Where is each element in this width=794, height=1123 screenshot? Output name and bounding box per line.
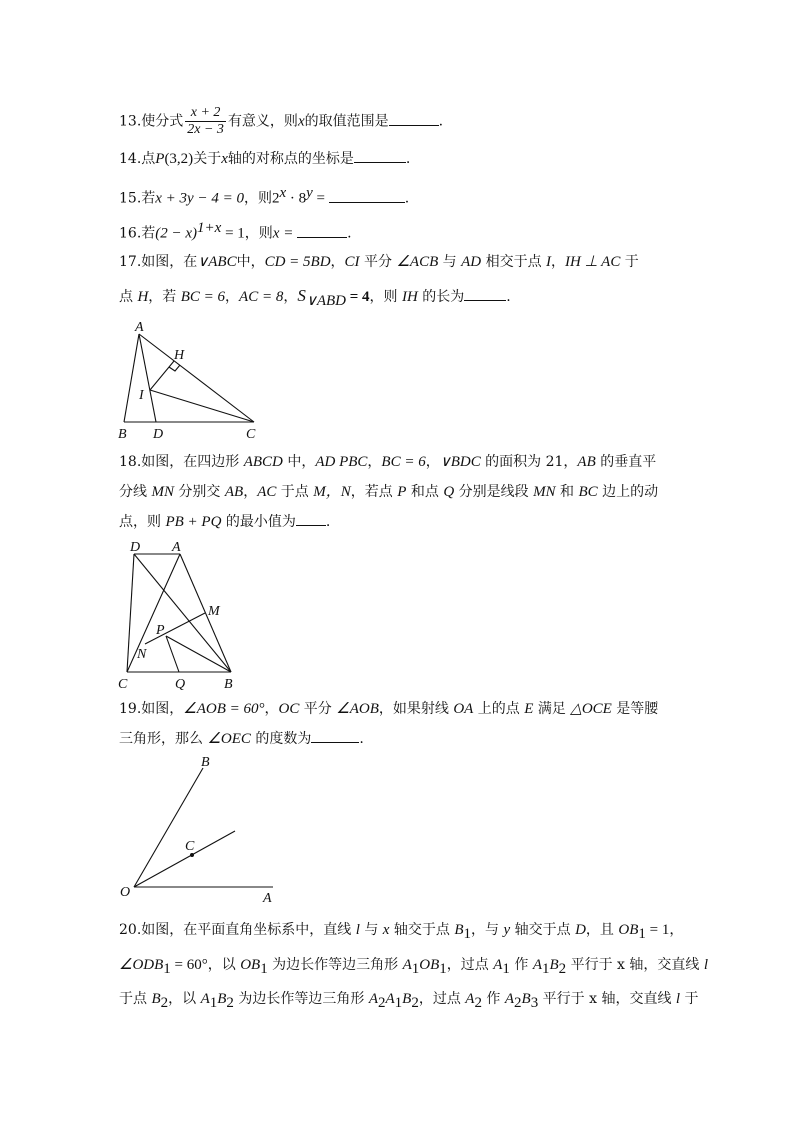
q20-text: 于	[680, 991, 699, 1007]
q20-a: A	[368, 991, 378, 1007]
q19-text: ，	[264, 701, 279, 717]
question-17-line-1	[119, 253, 639, 271]
q19-aob: ∠AOB	[336, 701, 379, 717]
q18-bc: BC	[578, 484, 598, 500]
q20-b: B	[217, 991, 227, 1007]
question-14	[119, 150, 410, 168]
q20-text: 轴交于点	[510, 922, 576, 938]
question-20-line-2	[119, 956, 708, 978]
q19-end: .	[359, 731, 364, 747]
q17-label-h: H	[174, 348, 185, 363]
q20-sub: 2	[411, 994, 419, 1011]
q20-line-l: l	[355, 922, 360, 938]
q14-var: x	[221, 151, 228, 167]
q20-text: ，过点	[446, 957, 494, 973]
q20-sub: 1	[638, 925, 646, 942]
q20-text: 于点	[119, 991, 152, 1007]
q17-text: ，若	[148, 289, 181, 305]
q15-sup-x: x	[279, 185, 287, 201]
q20-sub: 2	[226, 994, 234, 1011]
q16-var: x =	[272, 225, 298, 242]
q20-text: ，	[669, 922, 684, 938]
q20-text: 20.如图，在平面直角坐标系中，直线	[119, 922, 356, 938]
q17-text: ，	[330, 254, 345, 270]
q13-var: x	[297, 113, 305, 130]
q20-a: A	[200, 991, 210, 1007]
q19-text: ，如果射线	[378, 701, 454, 717]
q17-ih-var: IH	[402, 289, 418, 305]
q17-label-i: I	[139, 388, 144, 403]
q18-label-p: P	[156, 623, 165, 638]
q20-a: A	[402, 957, 412, 973]
q17-text: 17.如图，在	[119, 254, 198, 270]
q18-p: P	[397, 484, 407, 500]
q18-text: 和	[555, 484, 579, 500]
q18-label-n: N	[137, 647, 147, 662]
q18-label-q: Q	[175, 677, 186, 692]
q20-a: A	[493, 957, 503, 973]
q20-eq: = 1	[645, 922, 670, 938]
q14-prefix: 14.点	[119, 151, 156, 167]
question-17-line-2	[119, 287, 511, 310]
q18-bdc: ∨BDC	[439, 454, 481, 470]
q17-text: ，	[225, 289, 240, 305]
answer-blank[interactable]	[389, 113, 439, 126]
q19-text: 三角形，那么	[119, 731, 208, 747]
q15-prefix: 15.若	[119, 190, 156, 207]
q18-seg-dc	[127, 554, 134, 672]
q20-sub: 1	[463, 925, 472, 942]
q19-label-c: C	[185, 839, 195, 854]
q18-label-d: D	[130, 540, 141, 555]
q20-sub: 1	[439, 960, 447, 977]
q14-end: .	[405, 151, 411, 167]
q19-aob: ∠AOB = 60°	[183, 701, 265, 717]
q20-sub: 2	[474, 994, 482, 1011]
q19-text: 上的点	[473, 701, 525, 717]
q19-figure	[112, 752, 288, 910]
q20-x: x	[382, 922, 390, 938]
q19-ray-ob	[134, 768, 203, 887]
q13-numerator: x + 2	[185, 105, 226, 122]
q20-sub: 1	[163, 960, 171, 977]
q13-prefix: 13.使分式	[119, 113, 184, 130]
q19-text: 平分	[299, 701, 337, 717]
q19-text: 19.如图，	[119, 701, 184, 717]
q17-end: .	[506, 289, 511, 305]
q19-oec: ∠OEC	[207, 731, 251, 747]
q19-oa: OA	[453, 701, 474, 717]
q18-text: 分别是线段	[454, 484, 534, 500]
q16-mid: ，则	[244, 225, 273, 242]
q18-text: 的面积为 21，	[480, 454, 578, 470]
q20-b: B	[521, 991, 531, 1007]
question-16	[119, 219, 352, 243]
q16-eq: = 1	[221, 225, 245, 242]
q18-seg-ab	[180, 554, 231, 672]
question-20-line-3	[119, 990, 699, 1012]
q17-ci: CI	[344, 254, 360, 270]
q19-label-b: B	[201, 755, 210, 770]
q20-sub: 1	[541, 960, 550, 977]
question-20-line-1	[119, 921, 683, 943]
q16-sup: 1+x	[197, 220, 222, 236]
q20-text: ，以	[168, 991, 201, 1007]
q18-text: 的垂直平	[595, 454, 657, 470]
q20-sub: 1	[394, 994, 403, 1011]
q19-label-o: O	[120, 885, 131, 900]
q20-a: A	[385, 991, 395, 1007]
q20-text: ，且	[585, 922, 619, 938]
q20-ob: OB	[240, 957, 261, 973]
q15-equals: =	[312, 190, 329, 207]
q20-text: 为边长作等边三角形	[233, 991, 369, 1007]
q18-text: 点，则	[119, 514, 166, 530]
answer-blank[interactable]	[354, 150, 406, 163]
q15-mid: ，则	[243, 190, 272, 207]
q17-ac: AC = 8	[239, 289, 284, 305]
q19-oc: OC	[278, 701, 300, 717]
q20-sub: 2	[160, 994, 169, 1011]
q20-eq: = 60°	[170, 957, 208, 973]
q18-text: ，	[367, 454, 382, 470]
q17-label-c: C	[246, 427, 256, 442]
answer-blank[interactable]	[297, 225, 347, 238]
q16-end: .	[347, 225, 352, 242]
q18-text: 分线	[119, 484, 152, 500]
q20-text: 为边长作等边三角形	[267, 957, 403, 973]
q19-text: 是等腰	[611, 701, 659, 717]
answer-blank[interactable]	[296, 513, 326, 526]
question-18-line-1	[119, 453, 656, 471]
q20-b: B	[549, 957, 559, 973]
q14-coords: (3,2)	[164, 151, 194, 167]
q20-d: D	[575, 922, 586, 938]
q18-abcd: ABCD	[243, 454, 283, 470]
q20-a: A	[504, 991, 515, 1007]
q18-text: 18.如图，在四边形	[119, 454, 244, 470]
q18-seg-pq	[166, 636, 179, 672]
q17-text: ，	[551, 254, 566, 270]
q20-angle: ∠ODB	[119, 957, 164, 973]
q17-text: ，	[283, 289, 298, 305]
q17-area-eq: = 4	[345, 289, 370, 305]
q19-label-a: A	[263, 891, 272, 906]
q17-area-s: S	[297, 286, 306, 305]
q17-bc: BC = 6	[180, 289, 226, 305]
q18-q: Q	[443, 484, 455, 500]
q20-b: B	[454, 922, 464, 938]
q17-text: 与	[438, 254, 462, 270]
q18-ab: AB	[577, 454, 596, 470]
q17-figure	[115, 318, 275, 443]
q19-oce: △OCE	[570, 701, 612, 717]
q17-text: 相交于点	[481, 254, 547, 270]
q18-text: 和点	[406, 484, 444, 500]
q14-mid: 关于	[193, 151, 222, 167]
q18-label-a: A	[172, 540, 181, 555]
q20-sub: 2	[514, 994, 522, 1011]
question-19-line-2	[119, 730, 364, 748]
q20-text: ，过点	[418, 991, 466, 1007]
q17-text: 点	[119, 289, 138, 305]
answer-blank[interactable]	[464, 288, 506, 301]
q19-text: 的度数为	[250, 731, 312, 747]
q20-text: 作	[481, 991, 505, 1007]
q18-seg-mn	[145, 613, 205, 644]
q20-sub: 1	[260, 960, 268, 977]
q19-e: E	[524, 701, 534, 717]
q20-y: y	[503, 922, 511, 938]
q17-label-a: A	[135, 320, 144, 335]
q14-point: P	[155, 151, 165, 167]
q20-a: A	[465, 991, 475, 1007]
q18-text: 分别交	[173, 484, 225, 500]
question-18-line-3	[119, 513, 330, 531]
q18-ab: AB	[224, 484, 244, 500]
q13-end: .	[438, 113, 444, 130]
q17-text: 的长为	[417, 289, 465, 305]
q17-seg-ih	[150, 361, 174, 390]
q17-point-i: I	[546, 254, 552, 270]
q18-seg-pb	[166, 636, 231, 672]
q15-sup-y: y	[306, 185, 313, 201]
q17-cd: CD = 5BD	[264, 254, 331, 270]
q18-text: 于点	[276, 484, 314, 500]
q18-text: 的最小值为	[221, 514, 296, 530]
q17-seg-ab	[124, 334, 139, 422]
q18-end: .	[325, 514, 331, 530]
q17-angle: ∠ACB	[396, 254, 439, 270]
q20-b: B	[402, 991, 412, 1007]
q16-prefix: 16.若	[119, 225, 156, 242]
q13-denominator: 2x − 3	[187, 122, 224, 137]
q18-mn: MN	[151, 484, 174, 500]
q14-post: 轴的对称点的坐标是	[227, 151, 354, 167]
q18-figure	[112, 536, 252, 692]
q17-text: 于	[620, 254, 639, 270]
q18-text: ，	[243, 484, 258, 500]
q20-sub: 2	[378, 994, 386, 1011]
q20-sub: 2	[558, 960, 567, 977]
q13-text: 有意义，则	[227, 113, 298, 130]
q20-ob: OB	[618, 922, 639, 938]
q20-sub: 1	[209, 994, 218, 1011]
q17-text: 平分	[359, 254, 397, 270]
answer-blank[interactable]	[311, 730, 359, 743]
q20-ob: OB	[419, 957, 440, 973]
q17-area-sub: ∨ABD	[305, 292, 346, 309]
q17-label-d: D	[153, 427, 164, 442]
q17-text: 中，	[236, 254, 265, 270]
q20-sub: 1	[502, 960, 510, 977]
q17-point-h: H	[137, 289, 149, 305]
q20-text: ，与	[471, 922, 504, 938]
q20-sub: 3	[530, 994, 539, 1011]
q17-triangle: ∨ABC	[197, 254, 237, 270]
q18-ad-bc: AD PBC	[315, 454, 368, 470]
q20-a: A	[532, 957, 542, 973]
q17-ad: AD	[461, 254, 482, 270]
q20-text: 与	[359, 922, 383, 938]
q18-mn: MN	[533, 484, 556, 500]
q20-sub: 1	[411, 960, 420, 977]
q18-text: ，	[425, 454, 440, 470]
q18-bc: BC = 6	[381, 454, 426, 470]
q17-text: ，则	[369, 289, 402, 305]
question-19-line-1	[119, 700, 658, 718]
q18-text: ，若点	[350, 484, 398, 500]
q20-line-l: l	[675, 991, 681, 1007]
q20-text: 轴交于点	[389, 922, 455, 938]
q15-dot: · 8	[286, 190, 307, 207]
q16-base: (2 − x)	[155, 225, 198, 242]
q18-text: 边上的动	[597, 484, 659, 500]
q17-seg-ad	[139, 334, 156, 422]
q20-b: B	[151, 991, 161, 1007]
q18-text: 中，	[282, 454, 316, 470]
question-15	[119, 184, 409, 208]
q15-base: 2	[271, 190, 280, 207]
q13-fraction	[185, 105, 226, 138]
q15-equation: x + 3y − 4 = 0	[155, 190, 244, 207]
question-18-line-2	[119, 483, 658, 501]
q18-label-b: B	[224, 677, 233, 692]
q19-text: 满足	[533, 701, 571, 717]
q18-label-c: C	[118, 677, 128, 692]
q18-pb-pq: PB + PQ	[165, 514, 222, 530]
q18-ac: AC	[257, 484, 277, 500]
q13-text-2: 的取值范围是	[304, 113, 389, 130]
q20-line-l: l	[703, 957, 709, 973]
question-13	[119, 105, 443, 138]
q20-text: 平行于 x 轴，交直线	[566, 957, 704, 973]
q15-end: .	[404, 190, 410, 207]
q18-label-m: M	[208, 604, 220, 619]
q18-m-n: M，N	[313, 484, 351, 500]
q17-label-b: B	[118, 427, 127, 442]
q20-text: 平行于 x 轴，交直线	[538, 991, 676, 1007]
q17-ih: IH ⊥ AC	[565, 254, 621, 270]
answer-blank[interactable]	[329, 190, 405, 203]
q17-seg-ci	[150, 390, 254, 422]
q20-text: 作	[509, 957, 533, 973]
q17-seg-ac	[139, 334, 254, 422]
q20-text: ，以	[207, 957, 241, 973]
